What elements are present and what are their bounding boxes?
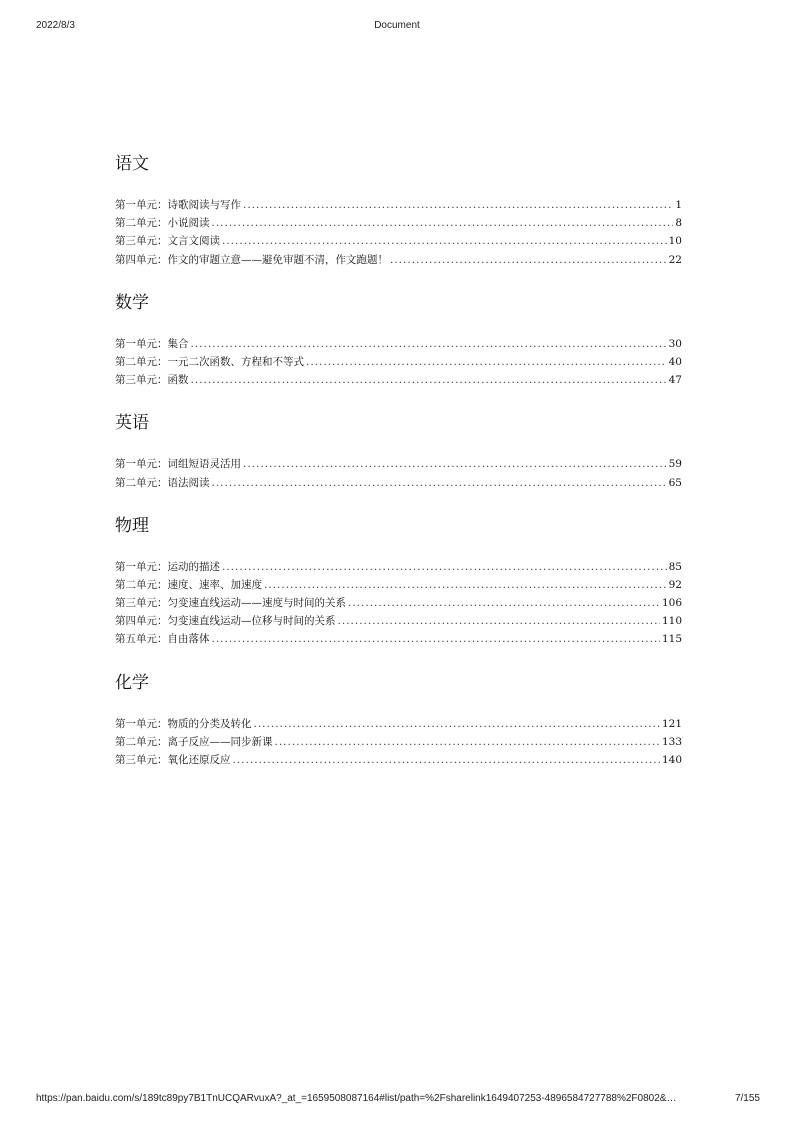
print-footer bbox=[0, 1093, 794, 1107]
dot-leader bbox=[390, 251, 667, 269]
toc-entry[interactable] bbox=[115, 335, 682, 353]
section-title: 数学 bbox=[115, 292, 149, 313]
section-spacer bbox=[115, 492, 682, 514]
section-title: 物理 bbox=[115, 515, 149, 536]
toc-entry[interactable] bbox=[115, 214, 682, 232]
entry-title: 第三单元：氧化还原反应 bbox=[115, 754, 231, 766]
entry-title: 第一单元：运动的描述 bbox=[115, 560, 220, 573]
dot-leader bbox=[212, 474, 667, 492]
entry-list bbox=[115, 196, 682, 269]
print-date: 2022/8/3 bbox=[36, 20, 75, 31]
page-counter: 7/155 bbox=[734, 1093, 760, 1104]
dot-leader bbox=[212, 214, 674, 232]
toc-entry[interactable] bbox=[115, 251, 682, 269]
toc-entry[interactable] bbox=[115, 196, 682, 214]
entry-title: 第二单元：小说阅读 bbox=[115, 217, 210, 230]
dot-leader bbox=[243, 196, 673, 214]
toc-entry[interactable] bbox=[115, 751, 682, 769]
toc-section-chemistry bbox=[115, 671, 682, 770]
toc-entry[interactable] bbox=[115, 232, 682, 250]
dot-leader bbox=[191, 371, 667, 389]
entry-title: 第二单元：语法阅读 bbox=[115, 476, 210, 489]
table-of-contents bbox=[115, 152, 682, 769]
entry-page-number: 121 bbox=[661, 717, 682, 730]
entry-page-number: 65 bbox=[668, 476, 682, 489]
dot-leader bbox=[233, 751, 660, 769]
dot-leader bbox=[348, 594, 660, 612]
dot-leader bbox=[222, 558, 667, 576]
section-spacer bbox=[115, 269, 682, 291]
section-spacer bbox=[115, 649, 682, 671]
entry-title: 第二单元：速度、速率、加速度 bbox=[115, 578, 262, 591]
entry-page-number: 140 bbox=[661, 754, 682, 766]
section-title: 语文 bbox=[115, 154, 149, 174]
dot-leader bbox=[212, 630, 660, 648]
dot-leader bbox=[254, 715, 660, 733]
dot-leader bbox=[264, 576, 667, 594]
entry-page-number: 10 bbox=[668, 235, 682, 248]
entry-page-number: 30 bbox=[668, 337, 682, 350]
entry-page-number: 22 bbox=[668, 253, 682, 266]
dot-leader bbox=[191, 335, 667, 353]
entry-page-number: 110 bbox=[661, 615, 682, 628]
entry-title: 第三单元：函数 bbox=[115, 374, 189, 387]
entry-page-number: 1 bbox=[675, 199, 682, 211]
entry-list bbox=[115, 335, 682, 390]
toc-section-chinese bbox=[115, 152, 682, 291]
entry-title: 第一单元：物质的分类及转化 bbox=[115, 717, 252, 730]
entry-list bbox=[115, 455, 682, 491]
toc-entry[interactable] bbox=[115, 455, 682, 473]
entry-list bbox=[115, 558, 682, 649]
toc-section-english bbox=[115, 411, 682, 513]
toc-entry[interactable] bbox=[115, 630, 682, 648]
dot-leader bbox=[222, 232, 667, 250]
entry-title: 第二单元：离子反应——同步新课 bbox=[115, 735, 273, 748]
entry-page-number: 115 bbox=[661, 633, 682, 646]
entry-page-number: 106 bbox=[661, 597, 682, 610]
entry-title: 第三单元：文言文阅读 bbox=[115, 235, 220, 248]
toc-entry[interactable] bbox=[115, 715, 682, 733]
entry-title: 第一单元：集合 bbox=[115, 337, 189, 350]
toc-entry[interactable] bbox=[115, 576, 682, 594]
section-title: 英语 bbox=[115, 413, 149, 434]
entry-page-number: 40 bbox=[668, 355, 682, 368]
entry-page-number: 47 bbox=[668, 374, 682, 387]
dot-leader bbox=[275, 733, 660, 751]
toc-entry[interactable] bbox=[115, 594, 682, 612]
dot-leader bbox=[306, 353, 667, 371]
entry-title: 第五单元：自由落体 bbox=[115, 633, 210, 646]
entry-title: 第四单元：匀变速直线运动—位移与时间的关系 bbox=[115, 615, 336, 628]
toc-entry[interactable] bbox=[115, 612, 682, 630]
entry-title: 第一单元：诗歌阅读与写作 bbox=[115, 199, 241, 211]
entry-page-number: 59 bbox=[668, 458, 682, 471]
dot-leader bbox=[338, 612, 660, 630]
source-url: https://pan.baidu.com/s/189tc89py7B1TnUCQARvuxA?_at_=1659508087164#list/path=%2Fsharelink1649407253-489658472778​8%2F0802&… bbox=[36, 1093, 677, 1104]
section-title: 化学 bbox=[115, 672, 149, 693]
print-title: Document bbox=[374, 20, 420, 31]
entry-page-number: 133 bbox=[661, 735, 682, 748]
entry-page-number: 85 bbox=[668, 560, 682, 573]
entry-page-number: 92 bbox=[668, 578, 682, 591]
entry-list bbox=[115, 715, 682, 770]
entry-title: 第四单元：作文的审题立意——避免审题不清，作文跑题！ bbox=[115, 253, 388, 266]
toc-entry[interactable] bbox=[115, 353, 682, 371]
entry-title: 第三单元：匀变速直线运动——速度与时间的关系 bbox=[115, 597, 346, 610]
toc-entry[interactable] bbox=[115, 371, 682, 389]
toc-entry[interactable] bbox=[115, 474, 682, 492]
entry-title: 第二单元：一元二次函数、方程和不等式 bbox=[115, 355, 304, 368]
entry-page-number: 8 bbox=[675, 217, 682, 230]
entry-title: 第一单元：词组短语灵活用 bbox=[115, 458, 241, 471]
print-header bbox=[0, 20, 794, 34]
toc-section-math bbox=[115, 291, 682, 412]
toc-section-physics bbox=[115, 514, 682, 671]
section-spacer bbox=[115, 389, 682, 411]
toc-entry[interactable] bbox=[115, 733, 682, 751]
toc-entry[interactable] bbox=[115, 558, 682, 576]
dot-leader bbox=[243, 455, 667, 473]
